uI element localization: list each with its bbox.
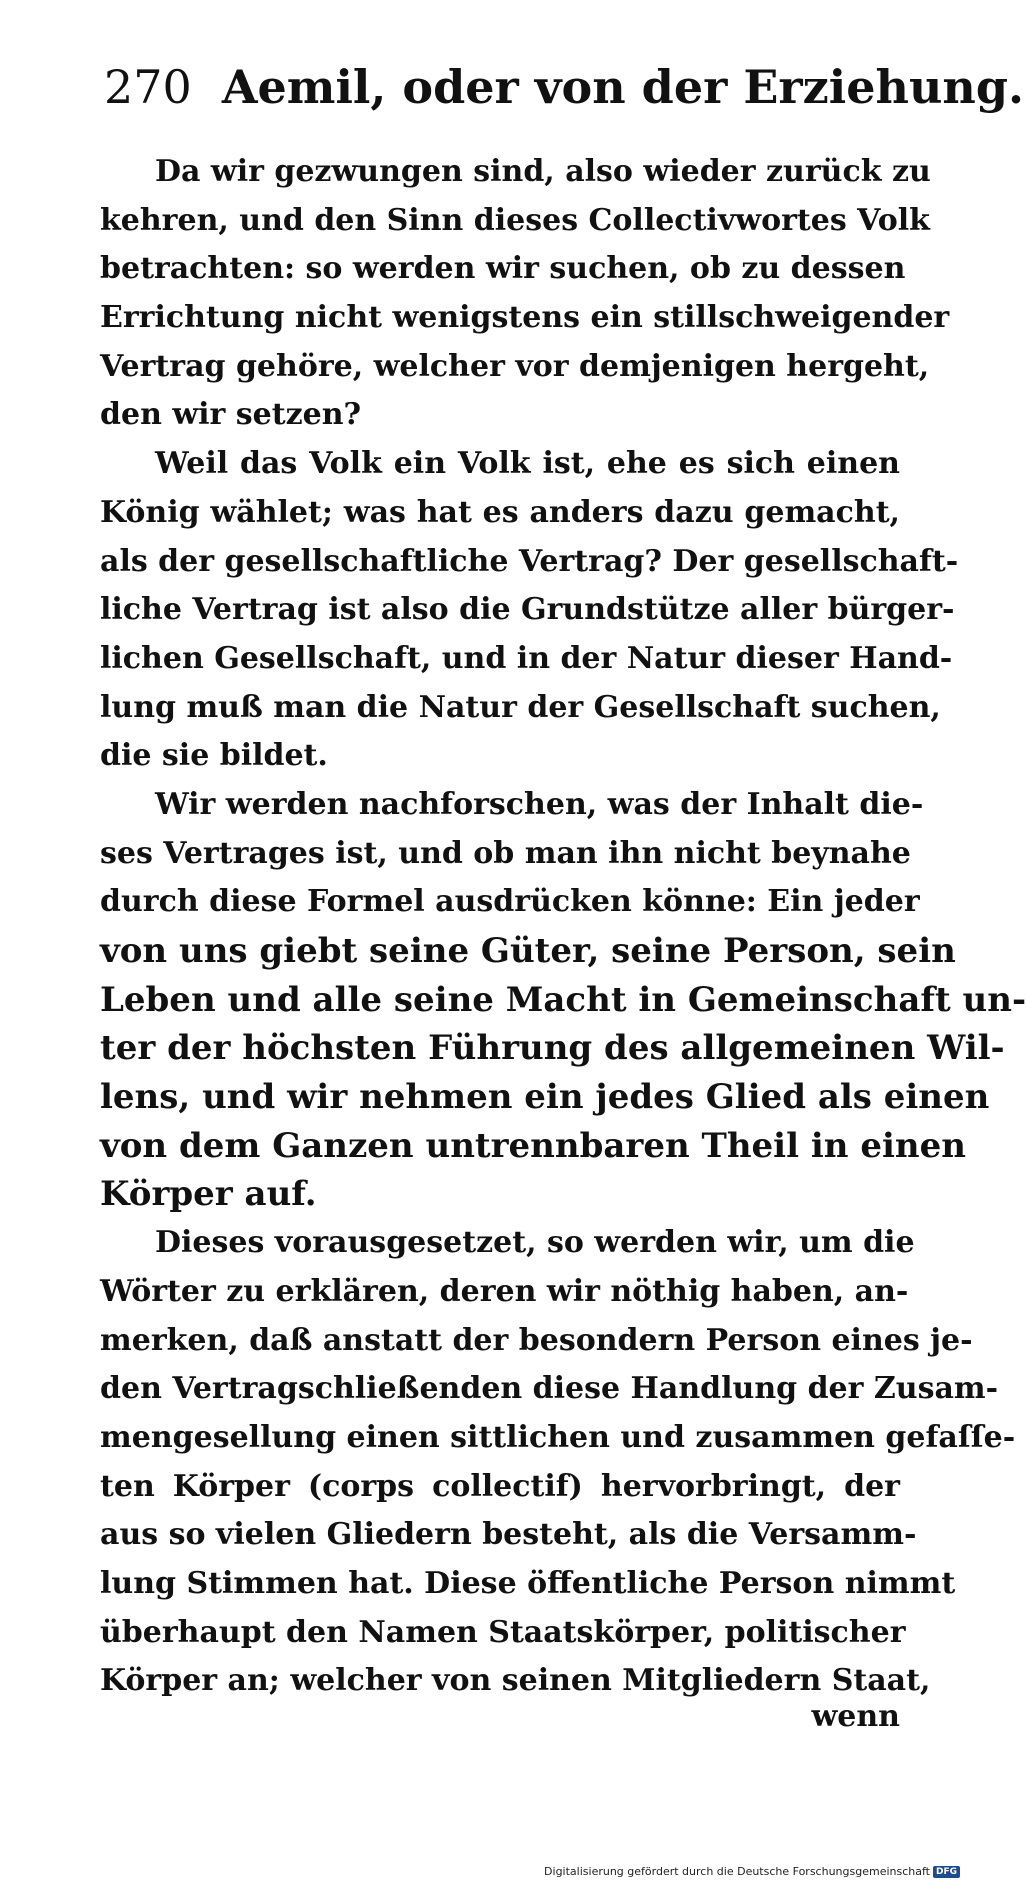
text-line: Errichtung nicht wenigstens ein stillschweigender [100, 300, 950, 336]
text-line: Vertrag gehöre, welcher vor demjenigen hergeht, [100, 348, 930, 384]
digitization-credit [544, 1865, 960, 1878]
text-line: überhaupt den Namen Staatskörper, politischer [100, 1614, 906, 1650]
text-line: den Vertragschließenden diese Handlung der Zusam- [100, 1371, 999, 1407]
text-line: liche Vertrag ist also die Grundstütze aller bürger- [100, 592, 955, 628]
text-line: Leben und alle seine Macht in Gemeinschaft un- [100, 979, 1026, 1020]
text-line: König wählet; was hat es anders dazu gemacht, [100, 494, 900, 530]
text-line: ter der höchsten Führung des allgemeinen Wil- [100, 1028, 1005, 1069]
text-line: durch diese Formel ausdrücken könne: Ein jeder [100, 884, 920, 920]
text-line: lung Stimmen hat. Diese öffentliche Person nimmt [100, 1565, 956, 1601]
text-line: Dieses vorausgesetzet, so werden wir, um die [155, 1225, 915, 1261]
text-line: die sie bildet. [100, 738, 328, 774]
text-line: lichen Gesellschaft, und in der Natur dieser Hand- [100, 640, 953, 676]
dfg-logo: DFG [933, 1866, 960, 1878]
text-line: Da wir gezwungen sind, also wieder zurück zu [155, 154, 931, 189]
text-line: als der gesellschaftliche Vertrag? Der gesellschaft- [100, 543, 959, 579]
text-line: ses Vertrages ist, und ob man ihn nicht beynahe [100, 835, 911, 871]
text-line: kehren, und den Sinn dieses Collectivwortes Volk [100, 202, 930, 238]
running-title: Aemil, oder von der Erziehung. [221, 60, 1025, 114]
catchword: wenn [811, 1699, 900, 1734]
credit-text: Digitalisierung gefördert durch die Deutsche Forschungsgemeinschaft [544, 1865, 930, 1878]
text-line: Körper an; welcher von seinen Mitgliedern Staat, [100, 1663, 931, 1699]
text-line: ten Körper (corps collectif) hervorbringt, der [100, 1468, 900, 1504]
text-line: merken, daß anstatt der besondern Person eines je- [100, 1322, 973, 1358]
text-line: lung muß man die Natur der Gesellschaft suchen, [100, 689, 941, 725]
text-line: aus so vielen Gliedern besteht, als die Versamm- [100, 1517, 917, 1553]
body-text [100, 148, 1026, 1706]
text-line: von dem Ganzen untrennbaren Theil in einen [100, 1125, 966, 1166]
text-line: lens, und wir nehmen ein jedes Glied als einen [100, 1077, 990, 1118]
running-head [104, 52, 1025, 122]
text-line: Wir werden nachforschen, was der Inhalt die- [155, 786, 924, 822]
text-line: Weil das Volk ein Volk ist, ehe es sich einen [155, 446, 900, 482]
text-line: Körper auf. [100, 1174, 317, 1215]
text-line: mengesellung einen sittlichen und zusammen gefaſſe- [100, 1419, 1016, 1455]
text-line: den wir setzen? [100, 397, 362, 433]
text-line: betrachten: so werden wir suchen, ob zu dessen [100, 251, 906, 287]
page-number: 270 [104, 60, 192, 114]
text-line: Wörter zu erklären, deren wir nöthig haben, an- [100, 1273, 909, 1309]
text-line: von uns giebt seine Güter, seine Person, sein [100, 931, 956, 971]
